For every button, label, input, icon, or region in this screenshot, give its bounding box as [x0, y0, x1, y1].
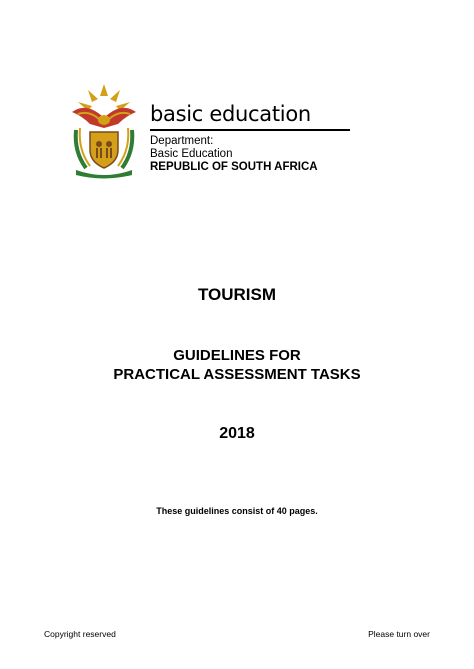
footer-copyright: Copyright reserved	[44, 629, 116, 639]
year: 2018	[219, 425, 255, 442]
brand-divider	[150, 129, 350, 131]
department-label: Department:	[150, 134, 214, 147]
page-count-note: These guidelines consist of 40 pages.	[156, 506, 318, 516]
footer-turn-over: Please turn over	[368, 629, 430, 639]
brand-block	[150, 102, 370, 174]
subject-title: TOURISM	[197, 285, 277, 304]
coat-of-arms-logo	[64, 82, 144, 180]
guidelines-title-line1: GUIDELINES FOR	[173, 347, 301, 364]
department-name: Basic Education	[150, 147, 233, 160]
country-name: REPUBLIC OF SOUTH AFRICA	[150, 160, 318, 173]
brand-title: basic education	[150, 102, 311, 126]
department-header	[64, 82, 364, 182]
guidelines-title-line2: PRACTICAL ASSESSMENT TASKS	[113, 366, 361, 383]
